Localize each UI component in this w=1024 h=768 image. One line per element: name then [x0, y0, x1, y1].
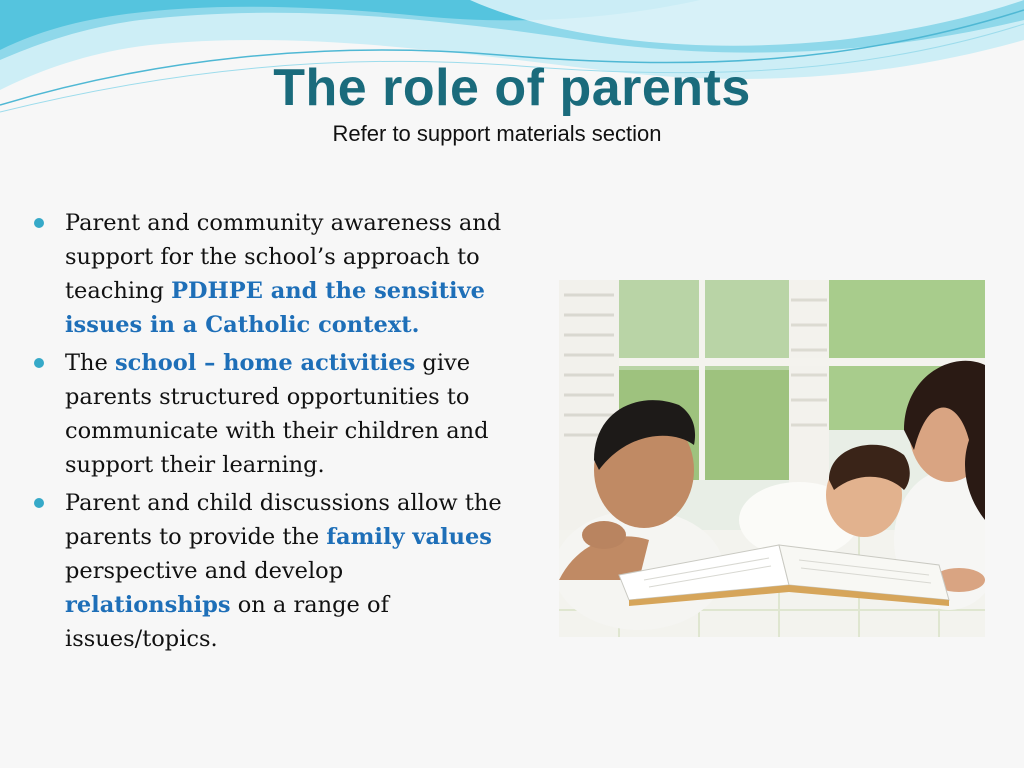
family-reading-photo — [559, 280, 985, 637]
bullet-item — [34, 346, 514, 482]
bullet-highlight: relationships — [65, 592, 231, 618]
bullet-dot-icon — [34, 498, 44, 508]
bullet-text: Parent and child discussions allow the parents to provide the — [65, 490, 502, 550]
bullet-text: Parent and community awareness and support for the school’s approach to teaching — [65, 210, 502, 304]
slide-title: The role of parents — [273, 59, 751, 117]
bullet-highlight: PDHPE and the sensitive issues in a Catholic context. — [65, 278, 485, 338]
bullet-list — [34, 206, 514, 660]
bullet-text: give parents structured opportunities to communicate with their children and support their learning. — [65, 350, 489, 478]
bullet-item — [34, 206, 514, 342]
bullet-text: The — [65, 350, 115, 376]
bullet-dot-icon — [34, 218, 44, 228]
bullet-item — [34, 486, 514, 656]
bullet-dot-icon — [34, 358, 44, 368]
bullet-text: on a range of issues/topics. — [65, 592, 389, 652]
bullet-highlight: family values — [326, 524, 492, 550]
bullet-highlight: school – home activities — [114, 350, 416, 376]
bullet-text: perspective and develop — [65, 558, 344, 584]
slide-subtitle: Refer to support materials section — [332, 121, 662, 146]
